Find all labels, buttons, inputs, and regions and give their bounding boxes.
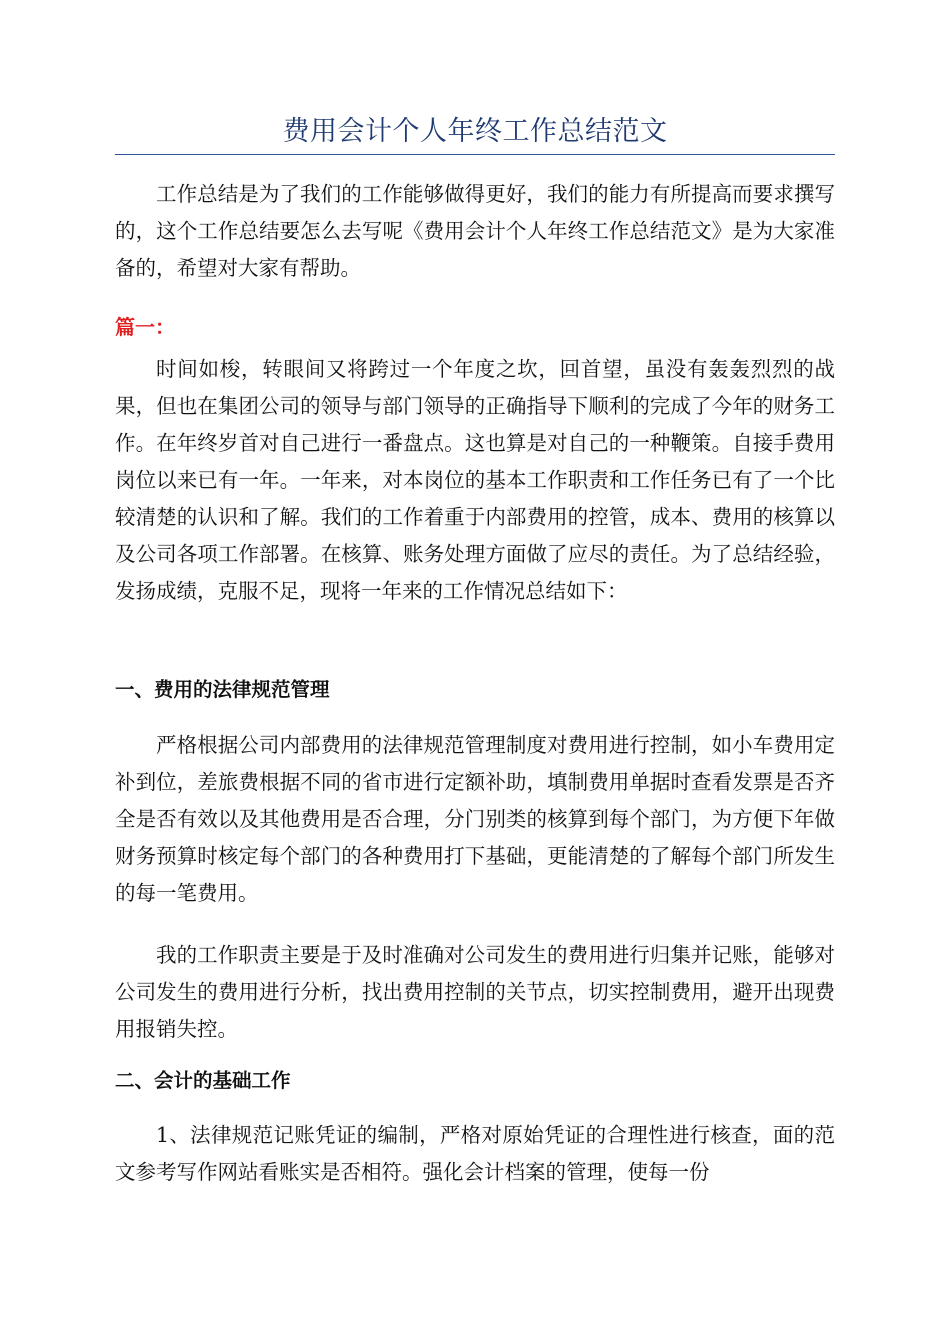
section-1-paragraph-1: 严格根据公司内部费用的法律规范管理制度对费用进行控制，如小车费用定补到位，差旅费根据不同的省市进行定额补助，填制费用单据时查看发票是否齐全是否有效以及其他费用是否合理，分门别类的核算到每个部门，为方便下年做财务预算时核定每个部门的各种费用打下基础，更能清楚的了解每个部门所发生的每一笔费用。 — [115, 733, 835, 905]
part-one-paragraph: 时间如梭，转眼间又将跨过一个年度之坎，回首望，虽没有轰轰烈烈的战果，但也在集团公司的领导与部门领导的正确指导下顺利的完成了今年的财务工作。在年终岁首对自己进行一番盘点。这也算是对自己的一种鞭策。自接手费用岗位以来已有一年。一年来，对本岗位的基本工作职责和工作任务已有了一个比较清楚的认识和了解。我们的工作着重于内部费用的控管，成本、费用的核算以及公司各项工作部署。在核算、账务处理方面做了应尽的责任。为了总结经验，发扬成绩，克服不足，现将一年来的工作情况总结如下： — [115, 357, 835, 603]
intro-paragraph: 工作总结是为了我们的工作能够做得更好，我们的能力有所提高而要求撰写的，这个工作总结要怎么去写呢《费用会计个人年终工作总结范文》是为大家准备的，希望对大家有帮助。 — [115, 182, 835, 280]
title-underline — [115, 154, 835, 155]
section-heading-1: 一、费用的法律规范管理 — [115, 678, 330, 701]
section-1-paragraph-2: 我的工作职责主要是于及时准确对公司发生的费用进行归集并记账，能够对公司发生的费用进行分析，找出费用控制的关节点，切实控制费用，避开出现费用报销失控。 — [115, 943, 835, 1041]
document-title: 费用会计个人年终工作总结范文 — [282, 116, 668, 147]
part-one-label: 篇一： — [115, 315, 175, 339]
section-heading-2: 二、会计的基础工作 — [115, 1069, 291, 1092]
section-2-paragraph-1: 1、法律规范记账凭证的编制，严格对原始凭证的合理性进行核查，面的范文参考写作网站看账实是否相符。强化会计档案的管理，使每一份 — [115, 1123, 835, 1184]
